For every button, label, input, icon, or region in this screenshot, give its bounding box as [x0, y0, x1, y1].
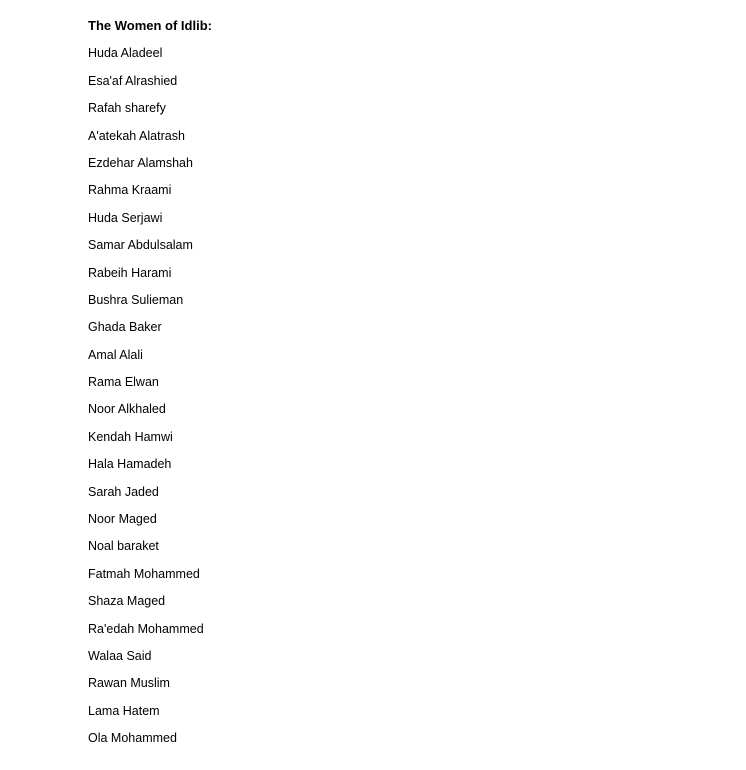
name-item: Rawan Muslim [88, 676, 170, 691]
name-item: Noor Maged [88, 512, 157, 527]
name-item: A'atekah Alatrash [88, 128, 185, 143]
name-item: Sarah Jaded [88, 484, 159, 499]
names-list [88, 44, 688, 747]
name-item: Rama Elwan [88, 375, 159, 390]
name-item: Ola Mohammed [88, 731, 177, 746]
document-page [88, 17, 688, 757]
name-item: Bushra Sulieman [88, 292, 184, 307]
document-heading: The Women of Idlib: [88, 18, 212, 33]
name-item: Rahma Kraami [88, 183, 172, 198]
name-item: Noor Alkhaled [88, 402, 166, 417]
name-item: Walaa Said [88, 648, 152, 663]
name-item: Huda Aladeel [88, 46, 163, 61]
name-item: Hala Hamadeh [88, 457, 172, 472]
name-item: Ra'edah Mohammed [88, 621, 204, 636]
name-item: Lama Hatem [88, 703, 160, 718]
name-item: Rafah sharefy [88, 101, 166, 116]
name-item: Kendah Hamwi [88, 429, 173, 444]
name-item: Shaza Maged [88, 594, 166, 609]
name-item: Rabeih Harami [88, 265, 172, 280]
name-item: Ezdehar Alamshah [88, 155, 193, 170]
name-item: Huda Serjawi [88, 210, 163, 225]
name-item: Noal baraket [88, 539, 159, 554]
name-item: Fatmah Mohammed [88, 566, 200, 581]
name-item: Ghada Baker [88, 320, 162, 335]
name-item: Samar Abdulsalam [88, 238, 193, 253]
name-item: Esa'af Alrashied [88, 73, 178, 88]
name-item: Amal Alali [88, 347, 143, 362]
